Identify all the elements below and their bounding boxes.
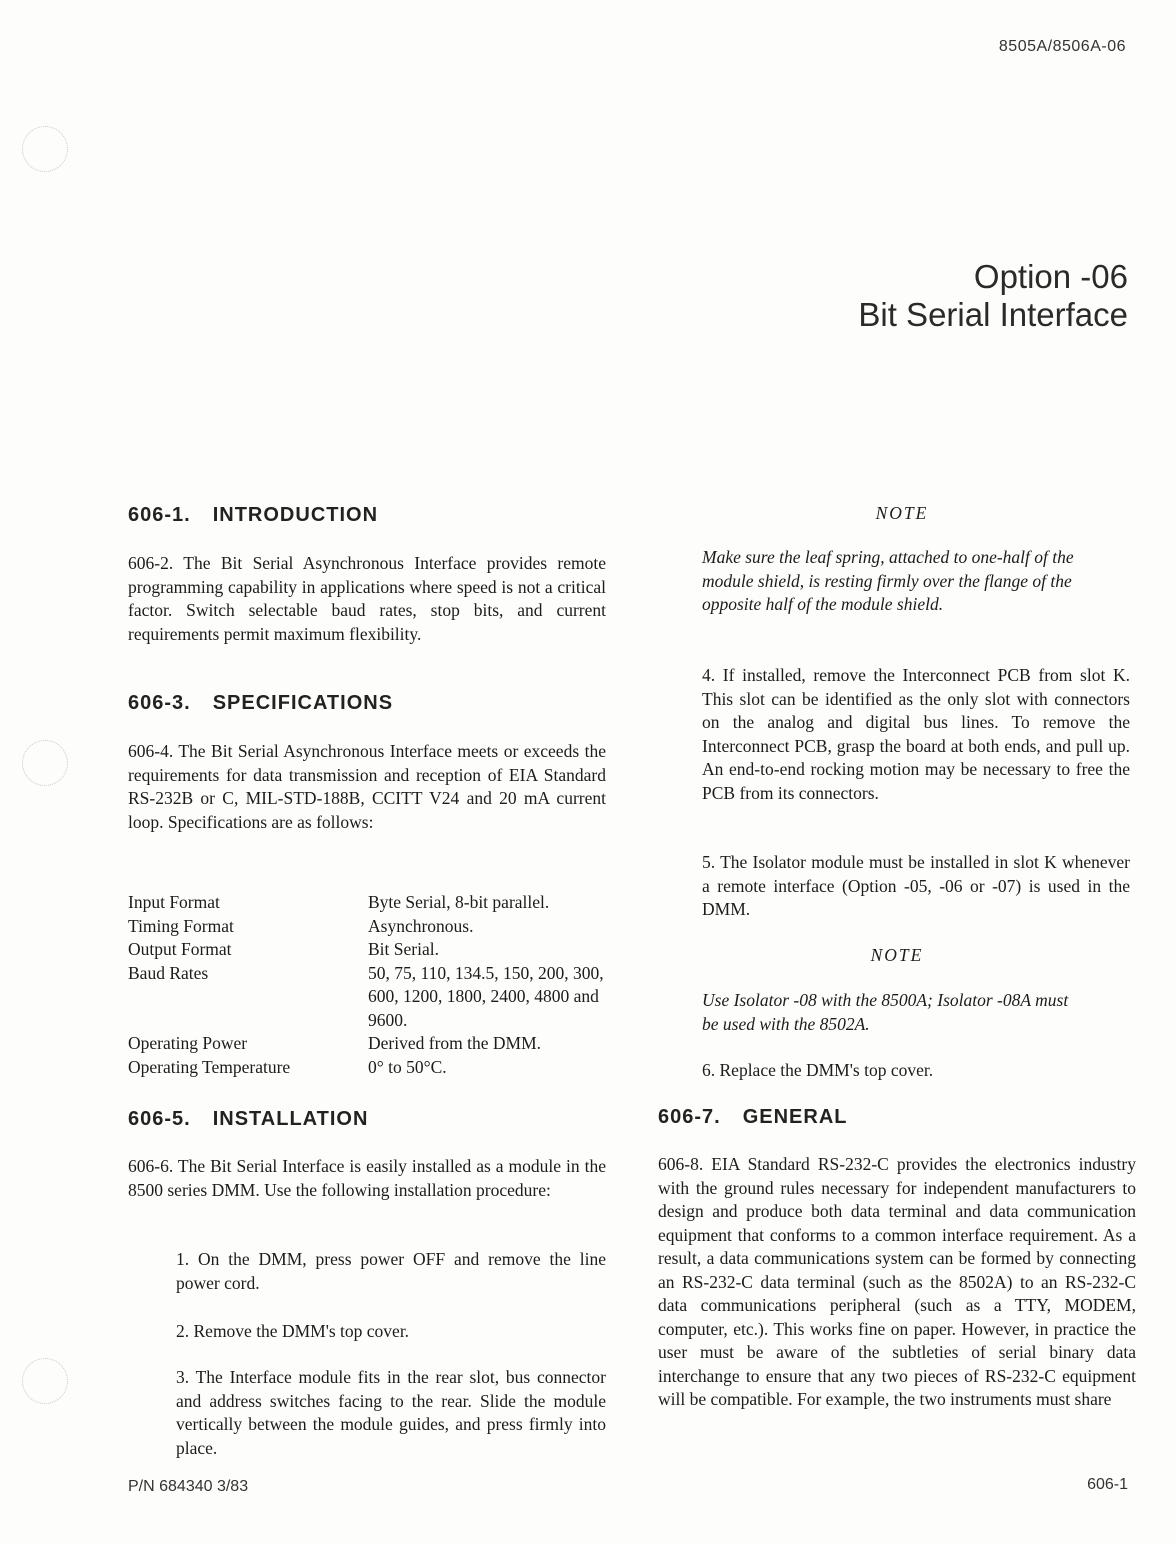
intro-paragraph: 606-2. The Bit Serial Asynchronous Interface provides remote programming capability in applications where speed is not a critical factor. Switch selectable baud rates, stop bits, and current requirements permit maximum flexibility. [128,553,606,644]
general-paragraph: 606-8. EIA Standard RS-232-C provides the electronics industry with the ground rules necessary for independent manufacturers to design and produce both data terminal and data communication equipment that conforms to a common interface requirement. As a result, a data communications system can be formed by connecting an RS-232-C data terminal (such as the 8502A) to an RS-232-C data communications peripheral (such as a TTY, MODEM, computer, etc.). This works fine on paper. However, in practice the user must be aware of the subtleties of serial binary data interchange to ensure that any two pieces of RS-232-C equipment will be compatible. For example, the two instruments must share [658,1154,1136,1409]
note-body: Use Isolator -08 with the 8500A; Isolator -08A must be used with the 8502A. [702,990,1069,1034]
installation-paragraph: 606-6. The Bit Serial Interface is easily installed as a module in the 8500 series DMM. Use the following installation procedure: [128,1156,606,1200]
spec-value: Derived from the DMM. [368,1033,542,1053]
heading-specifications [128,692,393,715]
spec-label: Operating Temperature [128,1056,291,1077]
spec-label: Baud Rates [128,962,209,983]
spec-value: Byte Serial, 8-bit parallel. [368,892,550,912]
heading-installation [128,1108,368,1131]
part-number: P/N 684340 3/83 [128,1478,249,1495]
install-step-4: 4. If installed, remove the Interconnect PCB from slot K. This slot can be identified as the only slot with connectors on the analog and digital bus lines. To remove the Interconnect PCB, grasp the board at both ends, and pull up. An end-to-end rocking motion may be necessary to free the PCB from its connectors. [702,665,1130,803]
spec-value: Asynchronous. [368,915,474,936]
spec-table [128,891,606,1079]
spec-row [128,891,606,915]
title-line-2: Bit Serial Interface [858,296,1128,333]
heading-label: INTRODUCTION [212,504,379,526]
spec-label: Output Format [128,939,232,959]
heading-label: INSTALLATION [212,1108,369,1130]
spec-value: Bit Serial. [368,939,439,959]
spec-row [128,938,606,962]
heading-label: GENERAL [742,1106,848,1128]
install-step-6: 6. Replace the DMM's top cover. [702,1060,934,1080]
install-step-3: 3. The Interface module fits in the rear slot, bus connector and address switches facing to the rear. Slide the module vertically between the module guides, and press firmly into place. [176,1367,606,1458]
note-body: Make sure the leaf spring, attached to one-half of the module shield, is resting firmly over the flange of the opposite half of the module shield. [702,547,1074,614]
spec-row [128,1032,606,1056]
punch-hole [22,126,68,172]
specifications-paragraph: 606-4. The Bit Serial Asynchronous Interface meets or exceeds the requirements for data transmission and reception of EIA Standard RS-232B or C, MIL-STD-188B, CCITT V24 and 20 mA current loop. Specifications are as follows: [128,741,606,832]
note-title: NOTE [870,945,924,965]
spec-row [128,1056,606,1080]
heading-number: 606-5. [128,1108,191,1130]
spec-label: Input Format [128,892,220,912]
heading-general [658,1106,848,1129]
document-id: 8505A/8506A-06 [998,38,1126,55]
page-number: 606-1 [1087,1476,1128,1493]
install-step-1: 1. On the DMM, press power OFF and remove the line power cord. [176,1249,606,1293]
spec-row [128,962,606,1033]
spec-row [128,915,606,939]
title-line-1: Option -06 [973,258,1128,295]
install-step-2: 2. Remove the DMM's top cover. [176,1321,410,1341]
heading-label: SPECIFICATIONS [212,692,394,714]
heading-number: 606-3. [128,692,191,714]
install-step-5: 5. The Isolator module must be installed in slot K whenever a remote interface (Option -05, -06 or -07) is used in the DMM. [702,852,1130,919]
spec-label: Timing Format [128,915,234,936]
heading-number: 606-7. [658,1106,721,1128]
heading-number: 606-1. [128,504,191,526]
spec-value: 50, 75, 110, 134.5, 150, 200, 300, 600, 1200, 1800, 2400, 4800 and 9600. [368,962,604,1030]
punch-hole [22,1358,68,1404]
heading-introduction [128,504,378,527]
spec-label: Operating Power [128,1033,248,1053]
punch-hole [22,740,68,786]
note-title: NOTE [875,503,929,523]
spec-value: 0° to 50°C. [368,1056,447,1077]
page-title [858,258,1128,334]
